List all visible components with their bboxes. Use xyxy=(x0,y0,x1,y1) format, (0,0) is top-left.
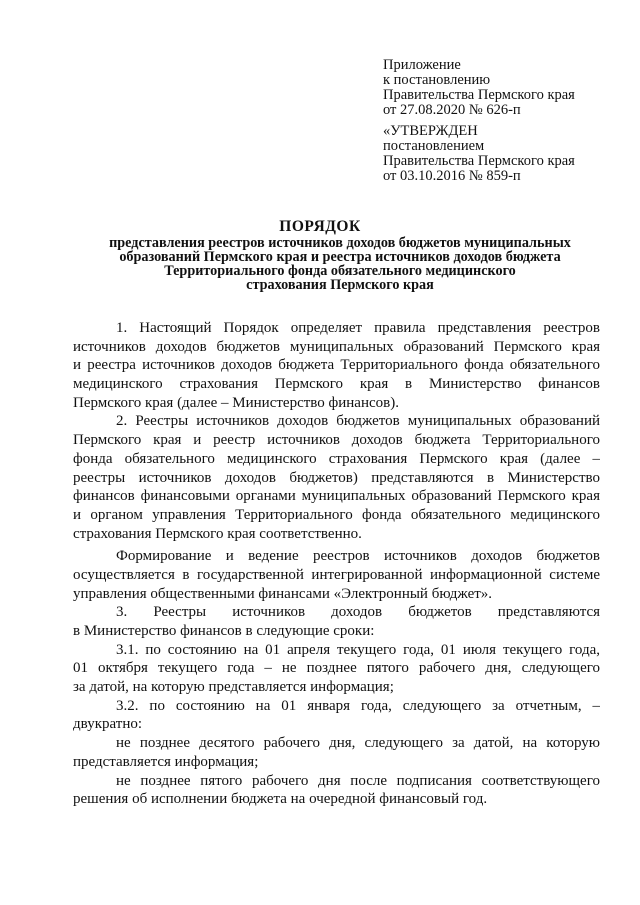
paragraph-line: не позднее десятого рабочего дня, следующего за датой, на которую xyxy=(116,735,600,752)
paragraph-line: 01 октября текущего года – не позднее пятого рабочего дня, следующего xyxy=(73,660,600,677)
paragraph-line: в Министерство финансов в следующие сроки: xyxy=(73,623,375,639)
paragraph-line: двукратно: xyxy=(73,716,143,733)
document-subtitle xyxy=(60,236,620,292)
paragraph-line: осуществляется в государственной интегрированной информационной системе xyxy=(73,566,600,583)
paragraph-line: источников доходов бюджетов муниципальных образований Пермского края xyxy=(73,338,600,355)
paragraph-line: медицинского страхования Пермского края в Министерство финансов xyxy=(73,376,600,393)
paragraph-line: 2. Реестры источников доходов бюджетов муниципальных образований xyxy=(116,413,600,430)
appendix-header xyxy=(383,58,623,118)
paragraph-line: не позднее пятого рабочего дня после подписания соответствующего xyxy=(116,772,600,789)
paragraph-line: страхования Пермского края соответственно. xyxy=(73,525,362,542)
paragraph-line: за датой, на которую представляется информация; xyxy=(73,679,394,696)
paragraph-line: 1. Настоящий Порядок определяет правила представления реестров xyxy=(116,320,600,336)
subtitle-line: представления реестров источников доходов бюджетов муниципальных xyxy=(109,235,571,251)
paragraph-line: Пермского края и реестр источников доходов бюджета Территориального xyxy=(73,432,600,449)
subtitle-line: Территориального фонда обязательного медицинского xyxy=(164,263,516,279)
paragraph-line: управления общественными финансами «Электронный бюджет». xyxy=(73,585,493,602)
paragraph-line: представляется информация; xyxy=(73,753,259,770)
paragraph-line: Формирование и ведение реестров источников доходов бюджетов xyxy=(116,548,600,565)
paragraph-line: решения об исполнении бюджета на очередной финансовый год. xyxy=(73,791,488,808)
paragraph-line: Пермского края (далее – Министерство финансов). xyxy=(73,394,399,411)
paragraph-line: 3.2. по состоянию на 01 января года, следующего за отчетным, – xyxy=(116,697,600,714)
subtitle-line: образований Пермского края и реестра источников доходов бюджета xyxy=(119,249,561,265)
paragraph-line: фонда обязательного медицинского страхования Пермского края (далее – xyxy=(73,450,600,467)
document-body xyxy=(73,319,600,809)
appendix-line: к постановлению xyxy=(383,72,491,88)
approval-line: от 03.10.2016 № 859-п xyxy=(383,168,521,184)
paragraph-line: реестры источников доходов бюджетов) представляются в Министерство xyxy=(73,469,600,486)
appendix-line: от 27.08.2020 № 626-п xyxy=(383,102,521,118)
appendix-line: Правительства Пермского края xyxy=(383,87,575,103)
paragraph-line: и реестра источников доходов бюджета Территориального фонда обязательного xyxy=(73,357,600,374)
approval-line: «УТВЕРЖДЕН xyxy=(383,123,478,139)
paragraph-line: финансов финансовыми органами муниципальных образований Пермского края xyxy=(73,488,600,505)
paragraph-line: 3. Реестры источников доходов бюджетов представляются xyxy=(116,604,600,621)
approval-stamp xyxy=(383,124,623,184)
appendix-line: Приложение xyxy=(383,57,461,73)
subtitle-line: страхования Пермского края xyxy=(246,277,434,293)
approval-line: Правительства Пермского края xyxy=(383,153,575,169)
paragraph-line: и органом управления Территориального фонда обязательного медицинского xyxy=(73,506,600,523)
approval-line: постановлением xyxy=(383,138,485,154)
paragraph-line: 3.1. по состоянию на 01 апреля текущего года, 01 июля текущего года, xyxy=(116,641,600,658)
document-title: ПОРЯДОК xyxy=(279,218,361,235)
